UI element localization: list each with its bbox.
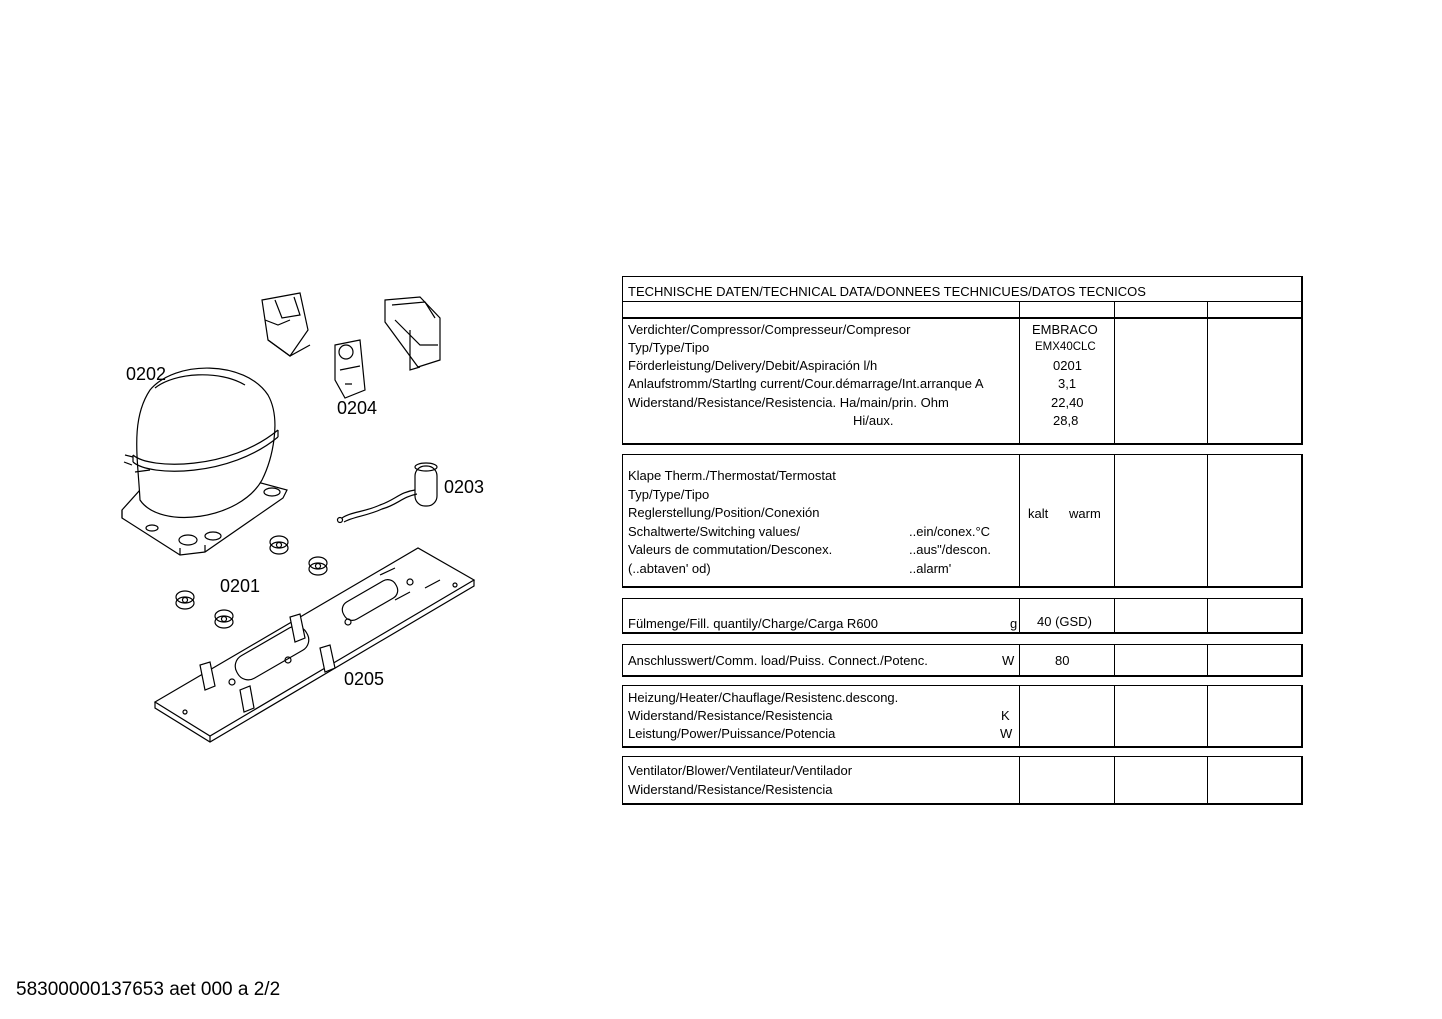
compressor-make-value: EMBRACO [1032, 322, 1098, 337]
switching-values-label: Schaltwerte/Switching values/ [628, 524, 800, 539]
connected-load-label: Anschlusswert/Comm. load/Puiss. Connect./Potenc. [628, 653, 928, 668]
switch-on-label: ..ein/conex.°C [909, 524, 991, 539]
exploded-parts-drawing [0, 0, 620, 760]
resistance-aux-value: 28,8 [1053, 413, 1079, 428]
heater-section [622, 685, 1303, 748]
resistance-main-label: Widerstand/Resistance/Resistencia. Ha/main/prin. Ohm [628, 395, 949, 410]
position-label: Reglerstellung/Position/Conexión [628, 505, 820, 520]
connected-load-value: 80 [1055, 653, 1070, 668]
ventilator-resistance-label: Widerstand/Resistance/Resistencia [628, 782, 833, 797]
callout-0202: 0202 [126, 364, 167, 384]
heater-resistance-unit: K [1001, 708, 1010, 723]
starting-current-label: Anlaufstromm/Startlng current/Cour.démarrage/Int.arranque A [628, 376, 984, 391]
tech-data-title: TECHNISCHE DATEN/TECHNICAL DATA/DONNEES TECHNICUES/DATOS TECNICOS [628, 284, 1146, 299]
ventilator-section [622, 756, 1303, 805]
starting-current-value: 3,1 [1058, 376, 1077, 391]
resistance-aux-label: Hi/aux. [853, 413, 894, 428]
heater-power-unit: W [1000, 726, 1013, 741]
callout-0205: 0205 [344, 669, 385, 689]
alarm-label: ..alarm' [909, 561, 952, 576]
switch-off-label: ..aus"/descon. [909, 542, 991, 557]
thermostat-section [622, 454, 1303, 588]
commutation-values-label: Valeurs de commutation/Desconex. [628, 542, 833, 557]
fill-quantity-unit: g [1010, 616, 1018, 631]
defrost-label: (..abtaven' od) [628, 561, 711, 576]
type-label: Typ/Type/Tipo [628, 340, 710, 355]
thermostat-label: Klape Therm./Thermostat/Termostat [628, 468, 836, 483]
fill-quantity-value: 40 (GSD) [1037, 614, 1092, 629]
connected-load-unit: W [1002, 653, 1015, 668]
compressor-part [122, 368, 287, 555]
fill-quantity-label: Fülmenge/Fill. quantily/Charge/Carga R600 [628, 616, 879, 631]
compressor-section [622, 317, 1303, 445]
position-warm-value: warm [1069, 506, 1101, 521]
callout-0203: 0203 [444, 477, 485, 497]
compressor-label: Verdichter/Compressor/Compresseur/Compresor [628, 322, 911, 337]
heater-label: Heizung/Heater/Chauflage/Resistenc.descong. [628, 690, 899, 705]
callout-0204: 0204 [337, 398, 378, 418]
capacitor-part [338, 463, 438, 523]
ventilator-label: Ventilator/Blower/Ventilateur/Ventilador [628, 763, 853, 778]
base-plate-part [155, 548, 474, 742]
callout-0201: 0201 [220, 576, 261, 596]
heater-power-label: Leistung/Power/Puissance/Potencia [628, 726, 836, 741]
fill-quantity-section [622, 598, 1303, 634]
compressor-type-value: EMX40CLC [1035, 341, 1096, 353]
delivery-value: 0201 [1053, 358, 1082, 373]
resistance-main-value: 22,40 [1051, 395, 1084, 410]
connected-load-section [622, 644, 1303, 677]
delivery-label: Förderleistung/Delivery/Debit/Aspiración l/h [628, 358, 878, 373]
heater-resistance-label: Widerstand/Resistance/Resistencia [628, 708, 833, 723]
starter-relay-part [262, 293, 440, 398]
document-id: 58300000137653 aet 000 a 2/2 [16, 979, 281, 1000]
position-kalt-value: kalt [1028, 506, 1049, 521]
tech-data-title-box [622, 276, 1303, 319]
thermostat-type-label: Typ/Type/Tipo [628, 487, 710, 502]
